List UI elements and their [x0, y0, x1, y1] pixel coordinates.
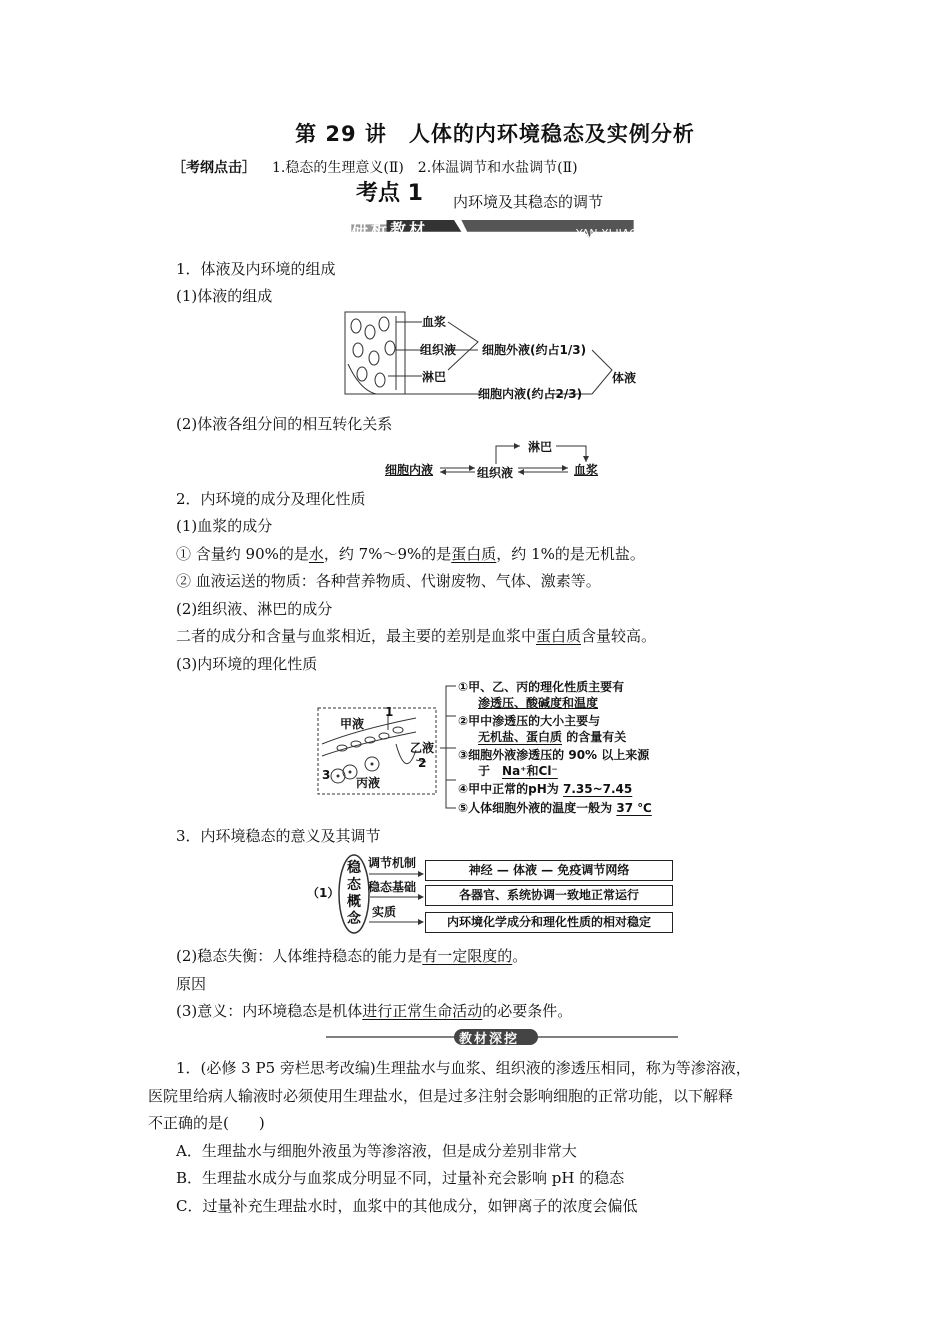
s2-p2-blank-water: 水 [308, 545, 324, 563]
s2-p5-blank-protein: 蛋白质 [536, 627, 582, 645]
s2-p5-text-a: 二者的成分和含量与血浆相近，最主要的差别是血浆中 [176, 627, 537, 645]
d3-l2c: 的含量有关 [562, 730, 627, 744]
d4-box2: 各器官、系统协调一致地正常运行 [425, 885, 673, 906]
d3-l4 [458, 782, 632, 796]
s2-p5-text-c: 含量较高。 [581, 627, 657, 645]
s2-heading: 2．内环境的成分及理化性质 [176, 490, 366, 508]
d3-l2b: 无机盐、蛋白质 [478, 730, 563, 744]
s2-p2-blank-protein: 蛋白质 [451, 545, 497, 563]
d3-l4a: ④甲中正常的pH为 [458, 782, 563, 796]
jiaocai-label: 教材深挖 [459, 1032, 520, 1047]
d3-l1a: ①甲、乙、丙的理化性质主要有 [458, 680, 625, 694]
d2-intracellular: 细胞内液 [385, 463, 434, 477]
d2-tissue-fluid: 组织液 [477, 466, 514, 480]
s2-p5 [176, 626, 656, 646]
s3-p2-text-a: (2)稳态失衡：人体维持稳态的能力是 [176, 947, 423, 965]
s3-heading: 3．内环境稳态的意义及其调节 [176, 827, 381, 845]
d1-tissue-fluid: 组织液 [420, 343, 457, 357]
s2-p1: (1)血浆的成分 [176, 517, 273, 535]
d3-l3a: ③细胞外液渗透压的 90% 以上来源 [458, 748, 650, 762]
q1-line2: 医院里给病人输液时必须使用生理盐水，但是过多注射会影响细胞的正常功能，以下解释 [148, 1087, 734, 1105]
d4-r1: 调节机制 [368, 856, 417, 870]
q1-option-b: B．生理盐水成分与血浆成分明显不同，过量补充会影响 pH 的稳态 [176, 1169, 625, 1187]
banner-title: 研析教材 [352, 220, 429, 239]
d3-l1b: 渗透压、酸碱度和温度 [478, 696, 599, 710]
s3-p3-blank: 进行正常生命活动 [362, 1002, 483, 1020]
d3-yi: 乙液 [410, 741, 435, 755]
s1-heading: 1．体液及内环境的组成 [176, 260, 336, 278]
d3-bracket [440, 680, 460, 814]
d1-plasma: 血浆 [422, 315, 447, 329]
d4-box1: 神经 — 体液 — 免疫调节网络 [425, 860, 673, 881]
d1-intracellular: 细胞内液(约占2/3) [478, 387, 583, 401]
s2-p4: (2)组织液、淋巴的成分 [176, 600, 333, 618]
d4-box3: 内环境化学成分和理化性质的相对稳定 [425, 912, 673, 933]
d3-l3 [478, 764, 558, 778]
d3-l5 [458, 801, 652, 815]
s3-p2-blank: 有一定限度的 [422, 947, 513, 965]
s2-p3: ② 血液运送的物质：各种营养物质、代谢废物、气体、激素等。 [176, 572, 601, 590]
banner-subtitle: YAN XI JIAO CAI [576, 227, 660, 240]
d3-l2 [478, 730, 626, 744]
q1-option-c: C．过量补充生理盐水时，血浆中的其他成分，如钾离子的浓度会偏低 [176, 1197, 638, 1215]
d3-l4b: 7.35~7.45 [562, 782, 633, 796]
d3-l2a: ②甲中渗透压的大小主要与 [458, 714, 601, 728]
s1-p2: (2)体液各组分间的相互转化关系 [176, 415, 393, 433]
d4-r3: 实质 [372, 905, 397, 919]
s3-p2-reason: 原因 [176, 975, 207, 993]
d3-n3: 3 [322, 768, 331, 782]
d3-l5a: ⑤人体细胞外液的温度一般为 [458, 801, 617, 815]
s2-p2-text-a: ① 含量约 90%的是 [176, 545, 309, 563]
d4-concept: 稳态概念 [347, 860, 361, 927]
s1-p1: (1)体液的组成 [176, 287, 273, 305]
page-title: 第 29 讲 人体的内环境稳态及实例分析 [295, 122, 695, 146]
d1-body-fluid: 体液 [612, 371, 637, 385]
d1-lymph: 淋巴 [422, 370, 447, 384]
s2-p2-text-e: ，约 1%的是无机盐。 [496, 545, 645, 563]
d1-extracellular: 细胞外液(约占1/3) [482, 343, 587, 357]
d3-l3b: 于 [478, 764, 491, 778]
d3-n2: 2 [418, 756, 427, 770]
d2-plasma: 血浆 [574, 463, 599, 477]
d3-l3c: Na⁺和Cl⁻ [502, 764, 558, 778]
d4-num: （1） [307, 886, 340, 900]
q1-option-a: A．生理盐水与细胞外液虽为等渗溶液，但是成分差别非常大 [176, 1142, 577, 1160]
s3-p3 [176, 1001, 572, 1021]
s3-p3-text-c: 的必要条件。 [482, 1002, 573, 1020]
q1-line3: 不正确的是( ) [148, 1114, 265, 1132]
d3-bing: 丙液 [356, 776, 381, 790]
s3-p2 [176, 946, 527, 966]
d3-l5b: 37 ℃ [616, 801, 652, 815]
d4-r2: 稳态基础 [368, 880, 417, 894]
s2-p6: (3)内环境的理化性质 [176, 655, 318, 673]
d2-lymph: 淋巴 [528, 440, 553, 454]
kaodian-heading: 考点 1 [356, 181, 423, 206]
d3-n1: 1 [385, 705, 394, 719]
d3-jia: 甲液 [340, 717, 365, 731]
s3-p3-text-a: (3)意义：内环境稳态是机体 [176, 1002, 363, 1020]
s2-p2 [176, 544, 645, 564]
kaodian-subtitle: 内环境及其稳态的调节 [453, 193, 604, 211]
kaogang-text: 1.稳态的生理意义(Ⅱ) 2.体温调节和水盐调节(Ⅱ) [272, 160, 578, 176]
q1-line1: 1．(必修 3 P5 旁栏思考改编)生理盐水与血浆、组织液的渗透压相同，称为等渗溶液， [176, 1059, 751, 1077]
s2-p2-text-c: ，约 7%～9%的是 [323, 545, 452, 563]
s3-p2-text-c: 。 [512, 947, 528, 965]
kaogang-tag: ［考纲点击］ [172, 160, 256, 176]
